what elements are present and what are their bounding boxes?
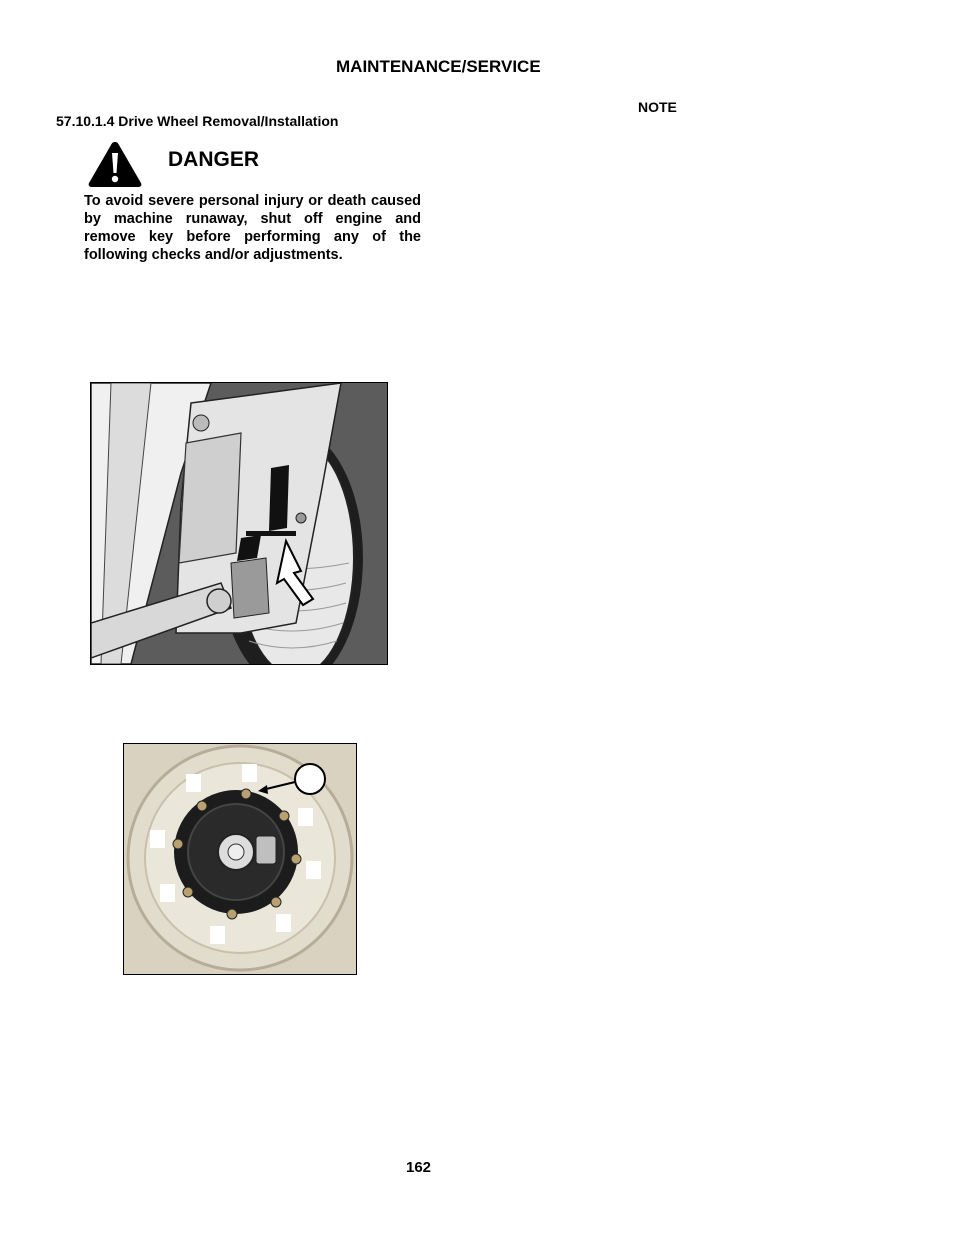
- drive-wheel-mount-illustration: [90, 382, 388, 665]
- danger-title: DANGER: [168, 148, 260, 171]
- wheel-hub-bolt-pattern-photo: [123, 743, 357, 975]
- warning-triangle-icon: [87, 140, 143, 188]
- page-number: 162: [406, 1159, 432, 1176]
- danger-message: To avoid severe personal injury or death caused by machine runaway, shut off engine and remove key before performing any of the following checks and/or adjustments.: [84, 193, 421, 263]
- section-heading: 57.10.1.4 Drive Wheel Removal/Installation: [56, 113, 339, 129]
- note-label: NOTE: [638, 99, 677, 115]
- page-header: MAINTENANCE/SERVICE: [336, 57, 541, 76]
